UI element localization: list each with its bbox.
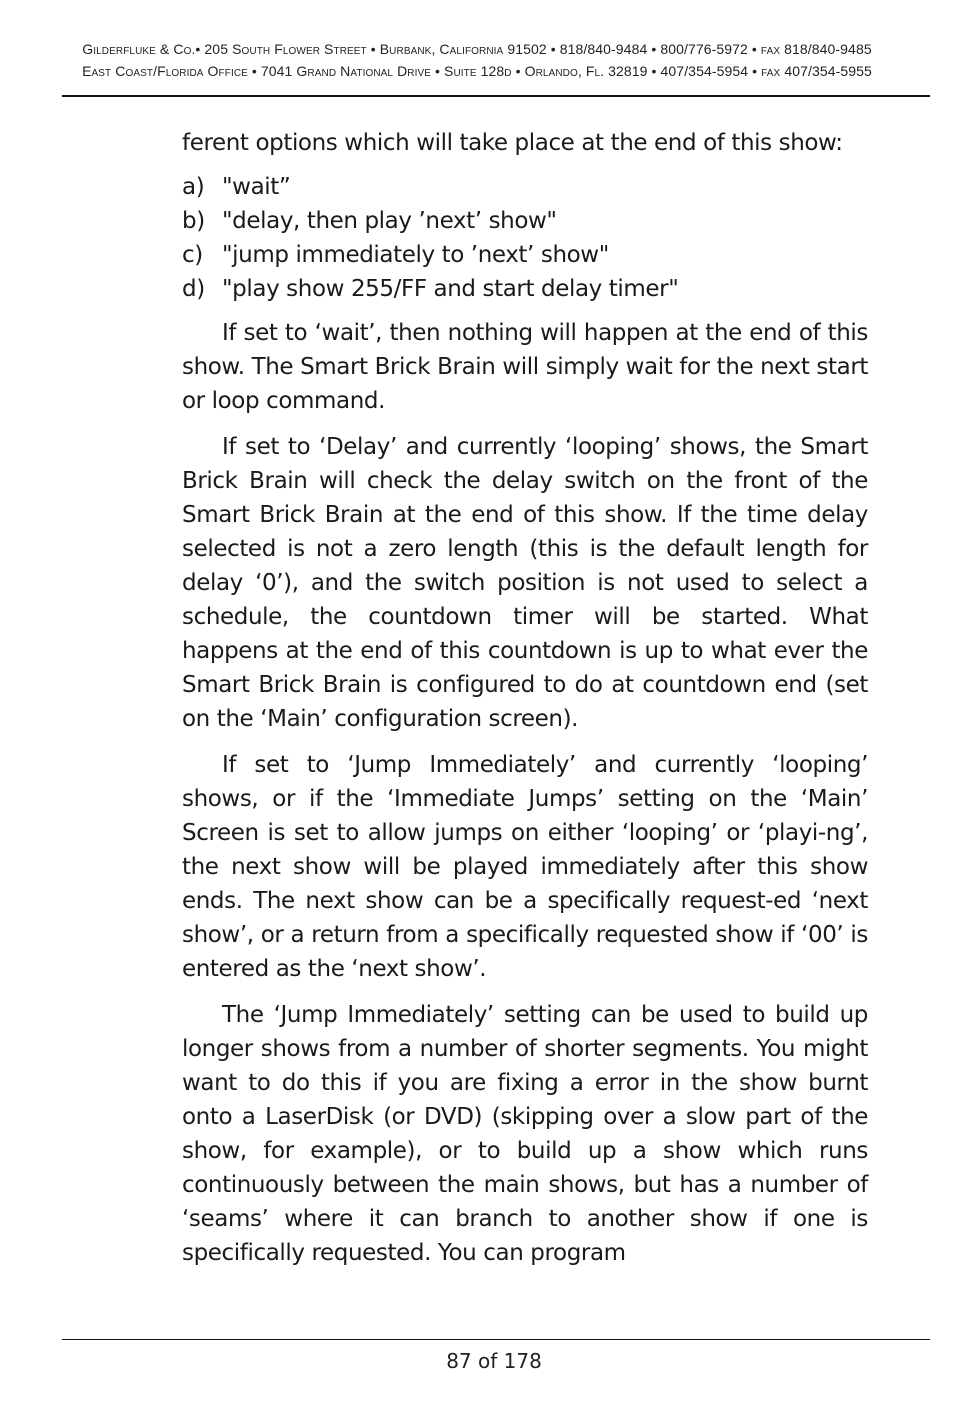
- list-item: [182, 204, 868, 238]
- document-body: [182, 126, 868, 1282]
- footer-divider: [62, 1339, 930, 1340]
- paragraph-jump-immediately: If set to ‘Jump Immediately’ and currently ‘looping’ shows, or if the ‘Immediate Jumps’ setting on the ‘Main’ Screen is set to allow jumps on either ‘looping’ or ‘playi-ng’, the next show will be played immediately after this show ends. The next show can be a specifically request-ed ‘next show’, or a return from a specifically requested show if ‘00’ is entered as the ‘next show’.: [182, 752, 868, 982]
- paragraph-segments: The ‘Jump Immediately’ setting can be used to build up longer shows from a number of shorter segments. You might want to do this if you are fixing a error in the show burnt onto a LaserDisk (or DVD) (skipping over a slow part of the show, for example), or to build up a show which runs continuously between the main shows, but has a number of ‘seams’ where it can branch to another show if one is specifically requested. You can program: [182, 1002, 868, 1266]
- list-marker: d): [182, 276, 205, 302]
- letterhead: [0, 38, 954, 82]
- list-item-text: "jump immediately to ’next’ show": [222, 242, 609, 268]
- list-item-text: "play show 255/FF and start delay timer": [222, 276, 679, 302]
- list-item-text: "delay, then play ’next’ show": [222, 208, 557, 234]
- intro-paragraph: ferent options which will take place at the end of this show:: [182, 130, 843, 156]
- letterhead-line-1: Gilderfluke & Co.• 205 South Flower Street • Burbank, California 91502 • 818/840-9484 • 800/776-5972 • fax 818/840-9485: [82, 41, 872, 57]
- list-marker: c): [182, 242, 203, 268]
- list-item: [182, 170, 868, 204]
- list-item: [182, 238, 868, 272]
- header-divider: [62, 95, 930, 97]
- list-item-text: "wait”: [222, 174, 291, 200]
- option-list: [182, 170, 868, 306]
- letterhead-line-2: East Coast/Florida Office • 7041 Grand National Drive • Suite 128d • Orlando, Fl. 32819 • 407/354-5954 • fax 407/354-5955: [82, 63, 872, 79]
- list-marker: a): [182, 174, 205, 200]
- paragraph-delay: If set to ‘Delay’ and currently ‘looping’ shows, the Smart Brick Brain will check the delay switch on the front of the Smart Brick Brain at the end of this show. If the time delay selected is not a zero length (this is the default length for delay ‘0’), and the switch position is not used to select a schedule, the countdown timer will be started. What happens at the end of this countdown is up to what ever the Smart Brick Brain is configured to do at countdown end (set on the ‘Main’ configuration screen).: [182, 434, 868, 732]
- page-number: 87 of 178: [446, 1349, 542, 1373]
- list-item: [182, 272, 868, 306]
- list-marker: b): [182, 208, 205, 234]
- paragraph-wait: If set to ‘wait’, then nothing will happen at the end of this show. The Smart Brick Brain will simply wait for the next start or loop command.: [182, 320, 868, 414]
